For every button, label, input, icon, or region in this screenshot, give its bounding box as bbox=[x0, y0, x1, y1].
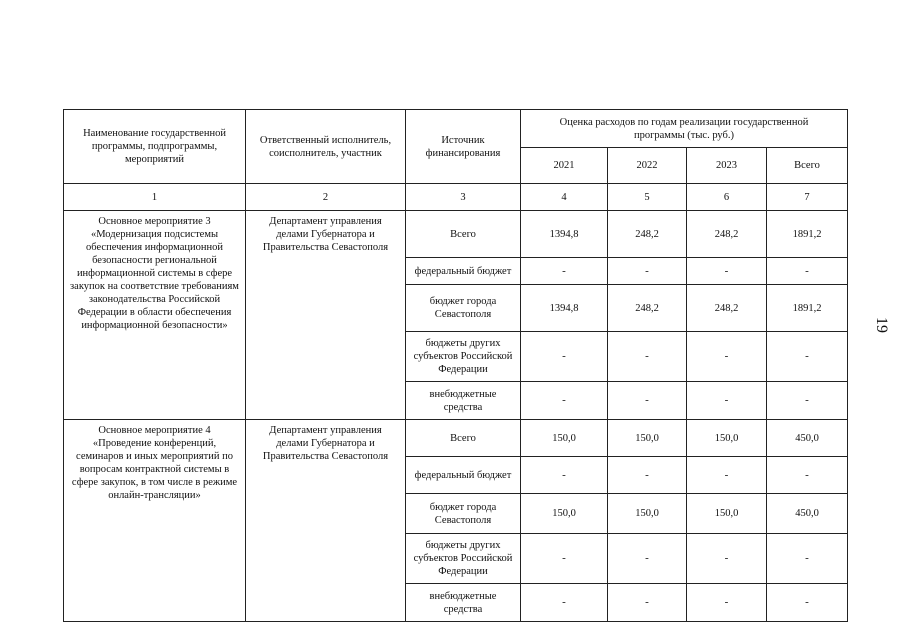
source-label-text: внебюджетные средства bbox=[429, 388, 497, 413]
amount-cell-text: 1891,2 bbox=[792, 302, 822, 314]
amount-cell-text: - bbox=[562, 552, 566, 564]
amount-cell-text: - bbox=[724, 394, 729, 406]
source-label-text: бюджет города Севастополя bbox=[429, 501, 497, 526]
amount-cell-text: 248,2 bbox=[714, 302, 739, 314]
amount-cell bbox=[607, 257, 686, 284]
amount-cell-text: 150,0 bbox=[552, 508, 576, 519]
amount-cell bbox=[520, 493, 607, 533]
header-col-number-text: 7 bbox=[804, 191, 810, 203]
header-year-text: 2021 bbox=[553, 160, 575, 171]
amount-cell-text: 248,2 bbox=[635, 302, 659, 314]
amount-cell bbox=[686, 493, 766, 533]
amount-cell bbox=[520, 284, 607, 331]
amount-cell-text: - bbox=[645, 468, 649, 481]
header-col-number bbox=[520, 183, 607, 210]
amount-cell bbox=[686, 284, 766, 331]
amount-cell bbox=[520, 419, 607, 456]
amount-cell-text: 450,0 bbox=[795, 508, 819, 519]
header-col-number bbox=[607, 183, 686, 210]
header-expense-group-text: Оценка расходов по годам реализации государственной программы (тыс. руб.) bbox=[559, 116, 809, 141]
header-year bbox=[520, 147, 607, 183]
amount-cell-text: - bbox=[645, 350, 649, 362]
amount-cell-text: - bbox=[645, 264, 649, 277]
source-label-text: бюджеты других субъектов Российской Федерации bbox=[413, 338, 513, 375]
header-year-text: Всего bbox=[794, 160, 820, 171]
header-col-number bbox=[686, 183, 766, 210]
header-source-text: Источник финансирования bbox=[425, 134, 501, 159]
source-label-text: внебюджетные средства bbox=[429, 590, 497, 615]
source-label-text: федеральный бюджет bbox=[414, 265, 512, 277]
header-name bbox=[63, 109, 245, 183]
amount-cell bbox=[607, 533, 686, 583]
program-executor bbox=[245, 210, 405, 419]
header-col-number-text: 3 bbox=[460, 191, 466, 203]
amount-cell-text: - bbox=[562, 596, 566, 608]
header-col-number-text: 6 bbox=[723, 191, 730, 203]
amount-cell-text: - bbox=[562, 468, 566, 481]
amount-cell-text: 150,0 bbox=[635, 432, 659, 444]
amount-cell-text: 1891,2 bbox=[792, 228, 822, 240]
header-year bbox=[607, 147, 686, 183]
amount-cell-text: - bbox=[724, 596, 729, 608]
header-col-number-text: 5 bbox=[644, 191, 650, 203]
amount-cell-text: 150,0 bbox=[552, 432, 576, 444]
amount-cell bbox=[766, 419, 848, 456]
amount-cell bbox=[686, 331, 766, 381]
amount-cell-text: - bbox=[724, 350, 729, 362]
amount-cell-text: 150,0 bbox=[635, 508, 659, 519]
program-executor bbox=[245, 419, 405, 622]
amount-cell bbox=[607, 284, 686, 331]
amount-cell bbox=[520, 210, 607, 257]
amount-cell-text: - bbox=[645, 596, 649, 608]
source-label-text: федеральный бюджет bbox=[414, 469, 512, 481]
amount-cell-text: - bbox=[805, 394, 809, 406]
program-name-text: Основное мероприятие 3 «Модернизация подсистемы обеспечения информационной безопасности региональной информационной системы в сфере закупок на соответствие требованиям законодательства Российской Федерации в области обеспечения информационной безопасности» bbox=[70, 216, 239, 331]
source-label bbox=[405, 456, 520, 493]
amount-cell bbox=[686, 456, 766, 493]
amount-cell-text: 1394,8 bbox=[549, 228, 579, 240]
amount-cell bbox=[520, 533, 607, 583]
source-label bbox=[405, 331, 520, 381]
program-name-text: Основное мероприятие 4 «Проведение конференций, семинаров и иных мероприятий по вопросам контрактной системы в сфере закупок, в том числе в режиме онлайн-трансляции» bbox=[71, 425, 238, 501]
amount-cell-text: - bbox=[645, 394, 649, 406]
amount-cell-text: - bbox=[805, 596, 809, 608]
amount-cell bbox=[607, 583, 686, 622]
amount-cell bbox=[520, 331, 607, 381]
amount-cell bbox=[520, 381, 607, 419]
amount-cell bbox=[686, 210, 766, 257]
amount-cell bbox=[766, 257, 848, 284]
header-col-number bbox=[245, 183, 405, 210]
amount-cell-text: 450,0 bbox=[795, 432, 819, 444]
source-label bbox=[405, 583, 520, 622]
amount-cell bbox=[766, 533, 848, 583]
source-label-text: Всего bbox=[450, 432, 476, 444]
source-label bbox=[405, 284, 520, 331]
header-col-number-text: 4 bbox=[561, 191, 567, 203]
amount-cell bbox=[766, 381, 848, 419]
header-source bbox=[405, 109, 520, 183]
amount-cell bbox=[766, 331, 848, 381]
amount-cell-text: - bbox=[645, 552, 649, 564]
amount-cell bbox=[766, 210, 848, 257]
source-label-text: Всего bbox=[450, 228, 476, 240]
header-year-text: 2023 bbox=[716, 160, 737, 171]
amount-cell bbox=[766, 456, 848, 493]
amount-cell bbox=[607, 419, 686, 456]
amount-cell-text: 248,2 bbox=[714, 228, 739, 240]
amount-cell bbox=[686, 419, 766, 456]
amount-cell-text: - bbox=[562, 264, 566, 277]
amount-cell-text: 150,0 bbox=[714, 508, 739, 519]
amount-cell bbox=[766, 284, 848, 331]
program-executor-text: Департамент управления делами Губернатора и Правительства Севастополя bbox=[262, 425, 389, 462]
amount-cell-text: - bbox=[805, 350, 809, 362]
amount-cell-text: 150,0 bbox=[714, 432, 739, 444]
header-col-number-text: 1 bbox=[151, 191, 158, 203]
header-col-number bbox=[63, 183, 245, 210]
amount-cell-text: - bbox=[805, 468, 809, 481]
source-label-text: бюджеты других субъектов Российской Федерации bbox=[413, 540, 513, 577]
program-name bbox=[63, 210, 245, 419]
amount-cell bbox=[607, 381, 686, 419]
source-label bbox=[405, 210, 520, 257]
header-year bbox=[766, 147, 848, 183]
amount-cell-text: 248,2 bbox=[635, 228, 659, 240]
amount-cell bbox=[686, 381, 766, 419]
header-executor-text: Ответственный исполнитель, соисполнитель, участник bbox=[259, 134, 392, 159]
header-year bbox=[686, 147, 766, 183]
amount-cell bbox=[686, 257, 766, 284]
source-label-text: бюджет города Севастополя bbox=[429, 296, 497, 320]
amount-cell bbox=[520, 583, 607, 622]
amount-cell bbox=[520, 456, 607, 493]
header-col-number bbox=[405, 183, 520, 210]
header-col-number bbox=[766, 183, 848, 210]
program-executor-text: Департамент управления делами Губернатора и Правительства Севастополя bbox=[262, 216, 389, 253]
amount-cell bbox=[686, 583, 766, 622]
program-name bbox=[63, 419, 245, 622]
page-number: 19 bbox=[873, 317, 890, 333]
header-col-number-text: 2 bbox=[322, 191, 329, 203]
amount-cell-text: - bbox=[562, 350, 566, 362]
amount-cell-text: - bbox=[562, 394, 566, 406]
amount-cell bbox=[686, 533, 766, 583]
amount-cell bbox=[607, 210, 686, 257]
amount-cell-text: - bbox=[724, 468, 729, 481]
amount-cell-text: - bbox=[724, 552, 729, 564]
header-executor bbox=[245, 109, 405, 183]
amount-cell bbox=[607, 493, 686, 533]
amount-cell bbox=[766, 493, 848, 533]
amount-cell bbox=[607, 456, 686, 493]
source-label bbox=[405, 419, 520, 456]
amount-cell bbox=[766, 583, 848, 622]
amount-cell bbox=[607, 331, 686, 381]
source-label bbox=[405, 533, 520, 583]
amount-cell-text: 1394,8 bbox=[549, 302, 579, 314]
header-year-text: 2022 bbox=[636, 160, 658, 171]
source-label bbox=[405, 493, 520, 533]
header-expense-group bbox=[520, 109, 848, 147]
header-name-text: Наименование государственной программы, подпрограммы, мероприятий bbox=[83, 128, 226, 165]
amount-cell bbox=[520, 257, 607, 284]
amount-cell-text: - bbox=[724, 264, 729, 277]
source-label bbox=[405, 381, 520, 419]
source-label bbox=[405, 257, 520, 284]
amount-cell-text: - bbox=[805, 264, 809, 277]
amount-cell-text: - bbox=[805, 552, 809, 564]
